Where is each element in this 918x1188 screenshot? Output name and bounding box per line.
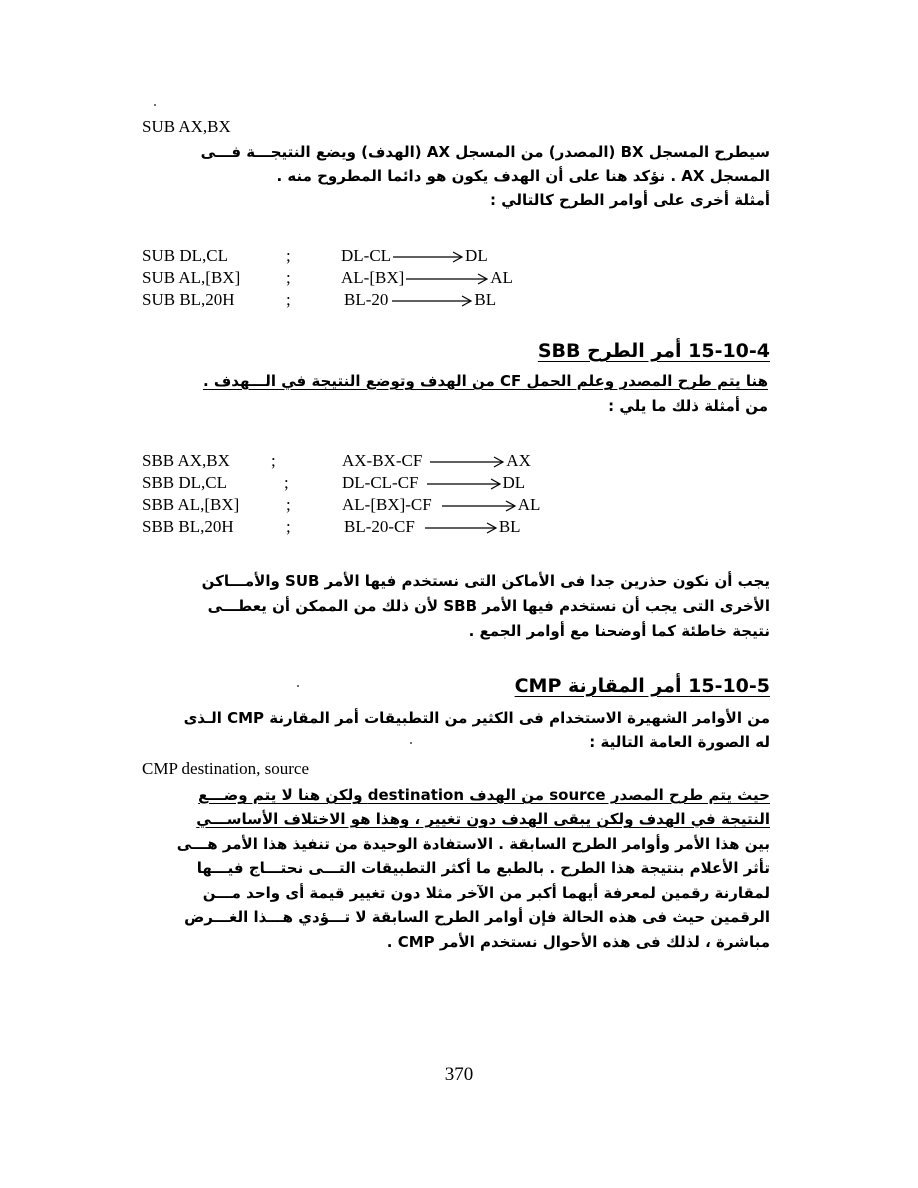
- sub-dest: AL: [490, 268, 513, 287]
- sbb-line-1: هنا يتم طرح المصدر وعلم الحمل CF من الهدف وتوضع النتيجة في الـــهدف .: [202, 372, 768, 390]
- sub-instr: SUB BL,20H: [142, 290, 235, 309]
- sbb-operation: [342, 494, 540, 516]
- sbb-instr: SBB AL,[BX]: [142, 495, 240, 514]
- sbb-dest: AL: [517, 495, 541, 514]
- sbb-instr: SBB AX,BX: [142, 451, 230, 470]
- sub-separator: ;: [286, 290, 291, 309]
- sbb-separator: ;: [286, 495, 291, 514]
- sbb-dest: AX: [506, 451, 531, 470]
- arrow-right-icon: [422, 456, 506, 468]
- sbb-warning-line-2: الأخرى التى يجب أن نستخدم فيها الأمر SBB لأن ذلك من الممكن أن يعطـــى: [207, 597, 770, 615]
- sbb-separator: ;: [286, 517, 291, 536]
- sub-dest: BL: [474, 290, 497, 309]
- arrow-right-icon: [432, 500, 518, 512]
- sbb-expr: BL-20-CF: [344, 517, 415, 536]
- sub-operation: [341, 245, 488, 267]
- cmp-body-line-2: النتيجة في الهدف ولكن يبقى الهدف دون تغيير ، وهذا هو الاختلاف الأساســـي: [196, 810, 770, 828]
- arrow-right-icon: [404, 273, 490, 285]
- cmp-intro-line-1: من الأوامر الشهيرة الاستخدام فى الكثير من التطبيقات أمر المقارنة CMP الـذى: [183, 709, 770, 727]
- sub-expr: BL-20: [344, 290, 389, 309]
- cmp-heading: 15-10-5 أمر المقارنة CMP: [514, 675, 770, 697]
- sbb-instr: SBB DL,CL: [142, 473, 228, 492]
- sub-expr: AL-[BX]: [341, 268, 405, 287]
- arrow-right-icon: [388, 295, 474, 307]
- sbb-dest: DL: [502, 473, 526, 492]
- sbb-expr: AL-[BX]-CF: [342, 495, 432, 514]
- cmp-syntax: CMP destination, source: [142, 759, 309, 778]
- sbb-dest: BL: [498, 517, 521, 536]
- cmp-body-line-5: لمقارنة رقمين لمعرفة أيهما أكبر من الآخر مثلا دون تغيير قيمة أى واحد مـــن: [202, 884, 770, 902]
- sub-operation: [341, 267, 513, 289]
- intro-line-3: أمثلة أخرى على أوامر الطرح كالتالي :: [490, 191, 770, 209]
- sub-operation: [344, 289, 496, 311]
- intro-line-2: المسجل AX . نؤكد هنا على أن الهدف يكون هو دائما المطروح منه .: [276, 167, 770, 185]
- cmp-body-line-1: حيث يتم طرح المصدر source من الهدف destination ولكن هنا لا يتم وضـــع: [198, 786, 770, 804]
- sbb-instr: SBB BL,20H: [142, 517, 234, 536]
- cmp-body-line-6: الرقمين حيث فى هذه الحالة فإن أوامر الطرح السابقة لا تـــؤدي هـــذا الغـــرض: [184, 908, 770, 926]
- sbb-warning-line-1: يجب أن نكون حذرين جدا فى الأماكن التى نستخدم فيها الأمر SUB والأمـــاكن: [201, 572, 770, 590]
- cmp-body-line-3: بين هذا الأمر وأوامر الطرح السابقة . الاستفادة الوحيدة من تنفيذ هذا الأمر هـــى: [176, 835, 770, 853]
- cmp-body-line-7: مباشرة ، لذلك فى هذه الأحوال نستخدم الأمر CMP .: [386, 933, 770, 951]
- sbb-operation: [342, 450, 531, 472]
- sub-instr: SUB DL,CL: [142, 246, 228, 265]
- intro-code: SUB AX,BX: [142, 117, 231, 136]
- cmp-body-line-4: تأثر الأعلام بنتيجة هذا الطرح . بالطبع ما أكثر التطبيقات التـــى نحتـــاج فيـــها: [196, 859, 770, 877]
- sbb-expr: DL-CL-CF: [342, 473, 419, 492]
- sub-expr: DL-CL: [341, 246, 392, 265]
- arrow-right-icon: [419, 478, 503, 490]
- intro-line-1: سيطرح المسجل BX (المصدر) من المسجل AX (الهدف) ويضع النتيجـــة فـــى: [200, 143, 770, 161]
- sbb-warning-line-3: نتيجة خاطئة كما أوضحنا مع أوامر الجمع .: [468, 622, 770, 640]
- sub-separator: ;: [286, 246, 291, 265]
- sbb-line-2: من أمثلة ذلك ما يلي :: [608, 397, 768, 415]
- sub-separator: ;: [286, 268, 291, 287]
- sbb-separator: ;: [271, 451, 276, 470]
- sbb-heading: 15-10-4 أمر الطرح SBB: [537, 340, 770, 362]
- sbb-operation: [344, 516, 521, 538]
- sub-instr: SUB AL,[BX]: [142, 268, 241, 287]
- sbb-expr: AX-BX-CF: [342, 451, 423, 470]
- sub-dest: DL: [465, 246, 488, 265]
- cmp-intro-line-2: له الصورة العامة التالية :: [589, 733, 770, 751]
- sbb-separator: ;: [284, 473, 289, 492]
- arrow-right-icon: [415, 522, 499, 534]
- sbb-operation: [342, 472, 525, 494]
- arrow-right-icon: [391, 251, 465, 263]
- speck: [297, 685, 299, 687]
- speck: [154, 104, 156, 106]
- page-number: 370: [444, 1064, 474, 1085]
